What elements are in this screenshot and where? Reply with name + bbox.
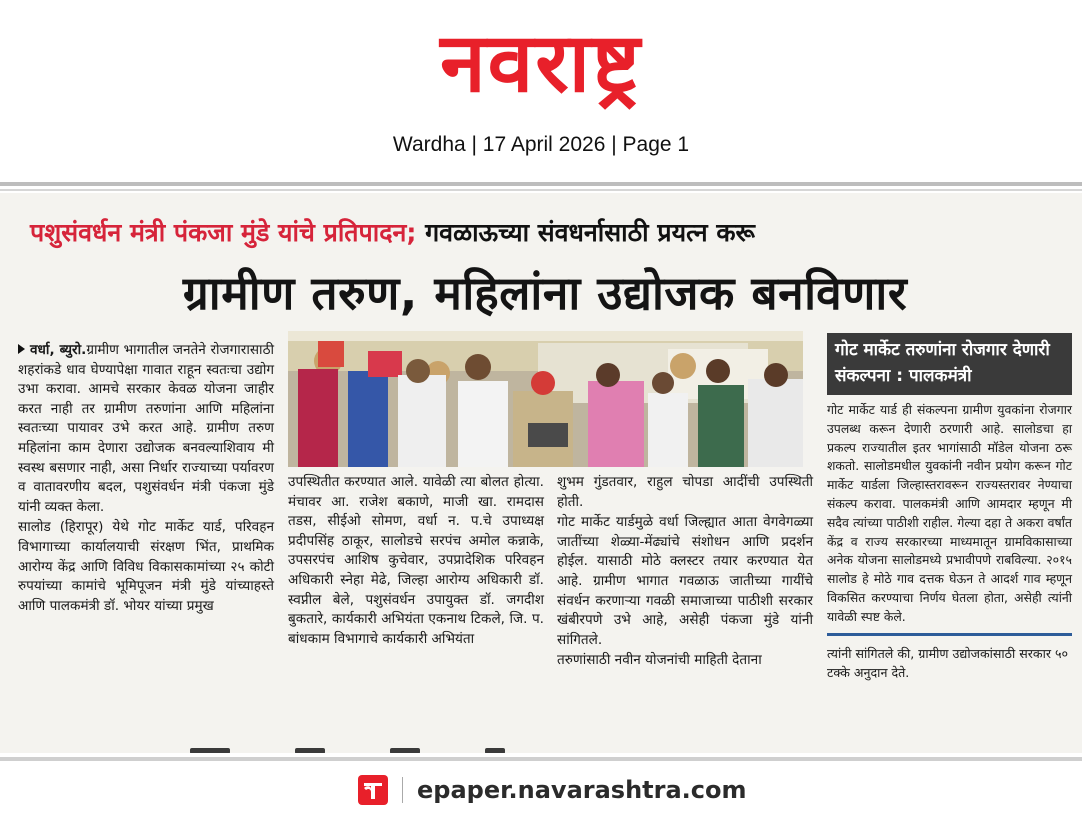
article-paragraph: गोट मार्केट यार्डमुळे वर्धा जिल्ह्यात आता वेगवेगळ्या जातींच्या शेळ्या-मेंढ्यांचे संशोधन आणि प्रदर्शन होईल. यासाठी मोठे क्लस्टर तयार करण्यात येत आहे. ग्रामीण भागात गवळाऊ जातीच्या गायींचे संवर्धन करणाऱ्या गवळी समाजाच्या पाठीशी सरकार खंबीरपणे उभे आहे, असेही पंकजा मुंडे यांनी सांगितले. xyxy=(557,514,813,648)
divider xyxy=(0,189,1082,191)
masthead xyxy=(0,0,1082,178)
article-column-2 xyxy=(288,473,544,650)
event-photo-illustration xyxy=(288,331,803,467)
article-paragraph: सालोड (हिरापूर) येथे गोट मार्केट यार्ड, परिवहन विभागाच्या कार्यालयाची संरक्षण भिंत, प्राथमिक आरोग्य केंद्र आणि विविध विकासकामांच्या २५ कोटी रुपयांच्या कामांचे भूमिपूजन मंत्री मुंडे यांच्याहस्ते आणि पालकमंत्री डॉ. भोयर यांच्या प्रमुख xyxy=(18,519,274,614)
paragraph-text: ग्रामीण भागातील जनतेने रोजगारासाठी शहरांकडे धाव घेण्यापेक्षा गावात राहून स्वतःचा उद्योग उभा करावा. आमचे सरकार केवळ योजना जाहीर करत नाही तर ग्रामीण तरुणांना आणि महिलांना स्वतःच्या पायावर उभे करत आहे. ग्रामीण तरुण महिलांना काम देणारा उद्योजक बनवल्याशिवाय मी स्वस्थ बसणार नाही, असा निर्धार राज्याच्या पर्यावरण व वातावरणीय बदल, पशुसंवर्धन मंत्री पंकजा मुंडे यांनी व्यक्त केला. xyxy=(18,342,274,515)
navarashtra-n-logo-icon xyxy=(358,775,388,805)
epaper-url[interactable]: epaper.navarashtra.com xyxy=(417,776,747,804)
divider xyxy=(0,182,1082,186)
kicker-black-text: गवळाऊच्या संवधर्नासाठी प्रयत्न करू xyxy=(425,218,755,247)
cropped-text-fragment xyxy=(485,748,505,753)
sidebar-divider xyxy=(827,633,1072,636)
cropped-text-fragment xyxy=(295,748,325,753)
article-paragraph: शुभम गुंडतवार, राहुल चोपडा आदींची उपस्थिती होती. xyxy=(557,474,813,510)
page-footer xyxy=(0,762,1082,816)
cropped-text-fragment xyxy=(390,748,420,753)
navarashtra-logo[interactable]: नवराष्ट्र xyxy=(440,16,642,111)
cropped-text-fragment xyxy=(190,748,230,753)
article-kicker xyxy=(30,215,1060,249)
article-paragraph: तरुणांसाठी नवीन योजनांची माहिती देताना xyxy=(557,652,762,669)
footer-separator xyxy=(402,777,403,803)
article-headline: ग्रामीण तरुण, महिलांना उद्योजक बनविणार xyxy=(182,266,908,320)
newspaper-page xyxy=(0,193,1082,753)
sidebar-box xyxy=(827,333,1072,682)
sidebar-footer-text: त्यांनी सांगितले की, ग्रामीण उद्योजकांसाठी सरकार ५० टक्के अनुदान देते. xyxy=(827,645,1069,680)
bullet-triangle-icon xyxy=(18,344,25,354)
sidebar-heading: गोट मार्केट तरुणांना रोजगार देणारी संकल्पना : पालकमंत्री xyxy=(827,333,1072,395)
article-paragraph: उपस्थितीत करण्यात आले. यावेळी त्या बोलत होत्या. मंचावर आ. राजेश बकाणे, माजी खा. रामदास तडस, सीईओ सोमण, वर्धा न. प.चे उपाध्यक्ष प्रदीपसिंह ठाकूर, सालोडचे सरपंच अमोल कन्नाके, उपसरपंच आशिष कुचेवार, उपप्रादेशिक परिवहन अधिकारी स्नेहा मेढे, जिल्हा आरोग्य अधिकारी डॉ. स्वप्नील बेले, पशुसंवर्धन उपायुक्त डॉ. जगदीश बुकतारे, कार्यकारी अभियंता एकनाथ टिकले, जि. प. बांधकाम विभागाचे कार्यकारी अभियंता xyxy=(288,474,544,647)
article-photo xyxy=(288,331,803,467)
sidebar-body: गोट मार्केट यार्ड ही संकल्पना ग्रामीण युवकांना रोजगार उपलब्ध करून देणारी ठरणारी आहे. सालोडचा हा प्रकल्प राज्यातील इतर भागांसाठी मॉडेल योजना ठरू शकतो. सालोडमधील युवकांनी नवीन प्रयोग करून गोट मार्केट यार्डला जिल्हास्तरावरून राज्यस्तरावर नेण्याचा संकल्प करावा. पालकमंत्री आणि आमदार म्हणून मी सदैव त्यांच्या पाठीशी राहील. गेल्या दहा ते अकरा वर्षांत केंद्र व राज्य सरकारच्या माध्यमातून ग्रामविकासाच्या अनेक योजना सालोडमध्ये प्रभावीपणे राबविल्या. २०१५ सालोड हे मोठे गाव दत्तक घेऊन ते आदर्श गाव म्हणून विकसित करण्याचा निर्णय घेतला होता, असेही त्यांनी यावेळी स्पष्ट केले. xyxy=(827,402,1072,624)
edition-dateline: Wardha | 17 April 2026 | Page 1 xyxy=(392,133,690,156)
kicker-red-text: पशुसंवर्धन मंत्री पंकजा मुंडे यांचे प्रतिपादन; xyxy=(30,218,417,247)
divider xyxy=(0,757,1082,761)
footer-link[interactable] xyxy=(358,774,747,806)
cropped-next-headline xyxy=(190,739,890,753)
article-column-3 xyxy=(557,473,813,672)
dateline-lead: वर्धा, ब्युरो. xyxy=(30,342,87,358)
article-paragraph xyxy=(18,341,274,517)
article-column-1 xyxy=(18,341,274,617)
